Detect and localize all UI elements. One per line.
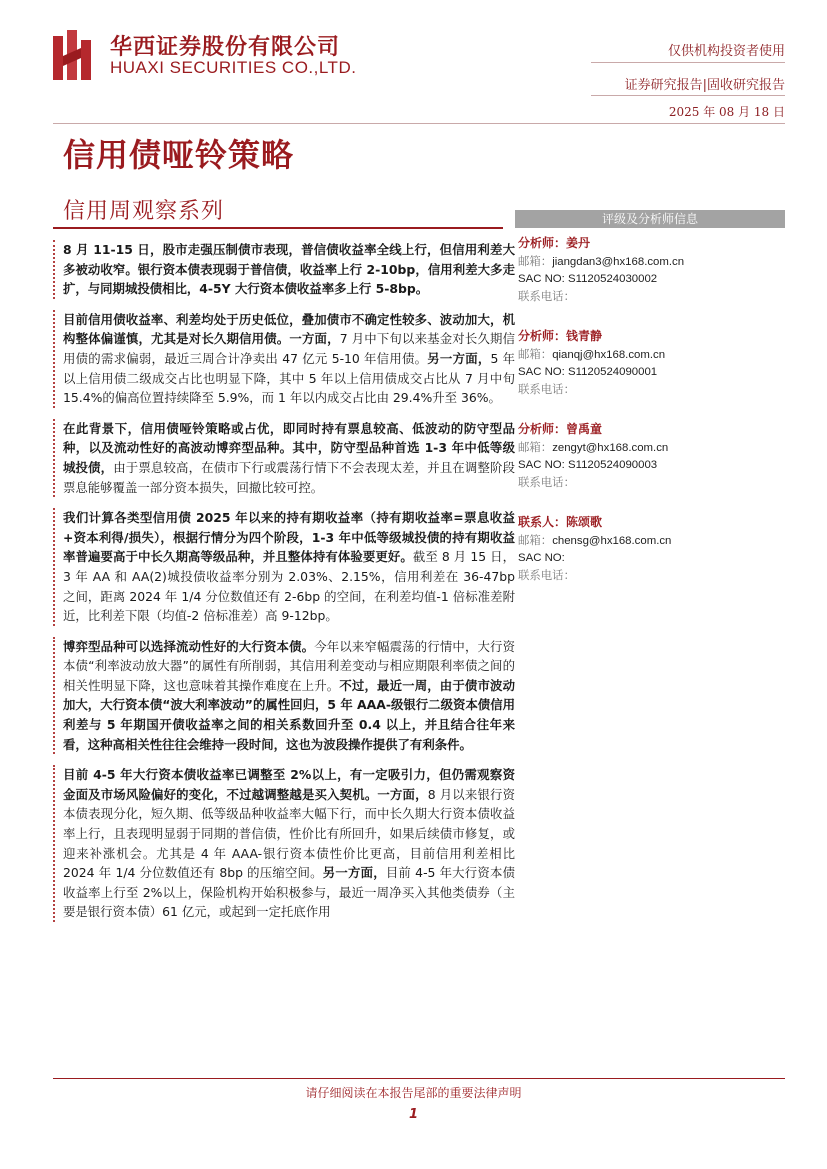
email-label: 邮箱： (518, 347, 553, 361)
analyst-name (518, 513, 785, 532)
analyst-phone-label: 联系电话： (518, 382, 575, 396)
analyst-phone-label: 联系电话： (518, 475, 575, 489)
analyst-sac: S1120524090003 (568, 459, 658, 471)
email-label: 邮箱： (518, 254, 553, 268)
series-title: 信用周观察系列 (63, 199, 225, 224)
analyst-phone-label: 联系电话： (518, 289, 575, 303)
emphasis-text: 在此背景下，信用债哑铃策略或占优，即同时持有票息较高、低波动的防守型品种，以及流动性好的高波动博弈型品种。其中，防守型品种首选 1-3 年中低等级城投债， (63, 420, 515, 475)
report-title: 信用债哑铃策略 (63, 136, 295, 174)
analyst-email-row (518, 532, 785, 550)
body-text: 由于票息较高，在债市下行或震荡行情下不会表现太差，并且在调整阶段票息能够覆盖一部分资本损失，回撤比较可控。 (63, 459, 516, 495)
analyst-name (518, 327, 785, 346)
emphasis-text: 目前 4-5 年大行资本债收益率已调整至 2%以上，有一定吸引力，但仍需观察资金面及市场风险偏好的变化，不过越调整越是买入契机。一方面， (63, 767, 515, 802)
analyst-email-row (518, 439, 785, 457)
analyst-sac: S1120524030002 (568, 273, 658, 285)
report-summary (63, 240, 515, 933)
analyst-name (518, 420, 785, 439)
email-label: 邮箱： (518, 533, 553, 547)
analyst-role: 分析师： (518, 236, 567, 250)
analyst-sac-row (518, 550, 785, 567)
analyst-email-row (518, 253, 785, 271)
company-name-en: HUAXI SECURITIES CO.,LTD. (110, 58, 357, 77)
analyst-phone-label: 联系电话： (518, 568, 575, 582)
analyst-name-text: 钱青静 (566, 329, 603, 343)
series-underline (53, 227, 503, 229)
report-type: 证券研究报告|固收研究报告 (624, 78, 785, 93)
analyst-sidebar (515, 210, 785, 606)
body-text: 今年以来窄幅震荡的行情中，大行资本债“利率波动放大器”的属性有所削弱，其信用利差变动与相应期限利率债之间的相关性明显下降，这也意味着其操作难度在上升。 (63, 638, 516, 693)
body-text: 目前 4-5 年大行资本债收益率上行至 2%以上，保险机构开始积极参与，最近一周净买入其他类债券（主要是银行资本债）61 亿元，或起到一定托底作用 (63, 865, 516, 920)
analyst-email-row (518, 346, 785, 364)
emphasis-text: 另一方面， (427, 350, 491, 366)
emphasis-text: 我们计算各类型信用债 2025 年以来的持有期收益率（持有期收益率=票息收益+资本利得/损失），根据行情分为四个阶段，1-3 年中低等级城投债的持有期收益率普遍要高于中长久期高等级品种，并且整体持有体验要更好。 (63, 510, 515, 565)
header-divider (591, 95, 785, 96)
email-label: 邮箱： (518, 440, 553, 454)
body-text: 5 年以上信用债二级成交占比也明显下降，其中 5 年以上信用债成交占比从 7 月中旬 15.4%的偏高位置持续降至 5.9%，而 1 年以内成交占比由 29.4%升至 36%。 (63, 350, 515, 406)
emphasis-text: 一方面， (289, 331, 340, 347)
emphasis-text: 8 月 11-15 日，股市走强压制债市表现，普信债收益率全线上行，但信用利差大多被动收窄。银行资本债表现弱于普信债，收益率上行 2-10bp，信用利差大多走扩，与同期城投债相比，4-5Y 大行资本债收益率多上行 5-8bp。 (63, 242, 515, 297)
analyst-list (515, 234, 785, 584)
body-paragraph (63, 765, 515, 922)
sac-label: SAC NO: (518, 366, 565, 378)
legal-disclaimer: 请仔细阅读在本报告尾部的重要法律声明 (305, 1086, 522, 1100)
audience-tag: 仅供机构投资者使用 (667, 44, 785, 59)
analyst-sac: S1120524090001 (568, 366, 658, 378)
date-divider (53, 123, 785, 124)
emphasis-text: 博弈型品种可以选择流动性好的大行资本债。 (63, 638, 315, 654)
sidebar-heading: 评级及分析师信息 (515, 210, 785, 228)
body-text: 8 月以来银行资本债表现分化，短久期、低等级品种收益率大幅下行，而中长久期大行资本债收益率上行，且表现明显弱于同期的普信债，性价比有所回升，如果后续债市修复，或迎来补涨机会。尤其是 4 年 AAA-银行资本债性价比更高，目前信用利差相比 2024 年 1/4 分位数值还有 8bp 的压缩空间。 (63, 786, 515, 881)
body-paragraph (63, 637, 515, 755)
analyst-name-text: 曾禹童 (566, 422, 603, 436)
body-text: 7 月中下旬以来基金对长久期信用债的需求偏弱，最近三周合计净卖出 47 亿元 5-10 年信用债。 (63, 331, 516, 366)
report-date: 2025 年 08 月 18 日 (668, 105, 785, 119)
analyst-name (518, 234, 785, 253)
body-paragraph (63, 240, 515, 299)
analyst-email[interactable]: jiangdan3@hx168.com.cn (552, 256, 685, 268)
analyst-role: 分析师： (518, 422, 567, 436)
analyst-email[interactable]: zengyt@hx168.com.cn (552, 442, 669, 454)
sac-label: SAC NO: (518, 273, 565, 285)
analyst-email[interactable]: chensg@hx168.com.cn (552, 535, 672, 547)
analyst-name-text: 姜丹 (566, 236, 591, 250)
analyst-card (515, 420, 785, 491)
emphasis-text: 另一方面， (322, 865, 386, 881)
emphasis-text: 目前信用债收益率、利差均处于历史低位，叠加债市不确定性较多、波动加大，机构整体偏谨慎，尤其是对长久期信用债。 (63, 311, 515, 347)
body-text: 截至 8 月 15 日，3 年 AA 和 AA(2)城投债收益率分别为 2.03%、2.15%，信用利差在 36-47bp 之间，距离 2024 年 1/4 分位数值还有 2-6bp 的空间，在利差均值-1 倍标准差附近，比利差下限（均值-2 倍标准差）高 9-12bp。 (63, 549, 516, 624)
header-divider (591, 62, 785, 63)
analyst-card (515, 513, 785, 584)
analyst-sac-row (518, 457, 785, 474)
analyst-sac-row (518, 364, 785, 381)
sac-label: SAC NO: (518, 459, 565, 471)
company-name-cn: 华西证券股份有限公司 (110, 35, 341, 60)
body-paragraph (63, 508, 515, 626)
analyst-role: 联系人： (518, 515, 567, 529)
page-number: 1 (408, 1107, 419, 1122)
analyst-sac-row (518, 271, 785, 288)
analyst-name-text: 陈颂歌 (566, 515, 603, 529)
body-paragraph (63, 310, 515, 408)
analyst-email[interactable]: qianqj@hx168.com.cn (552, 349, 666, 361)
footer-divider (53, 1078, 785, 1079)
body-paragraph (63, 419, 515, 497)
emphasis-text: 不过，最近一周，由于债市波动加大，大行资本债“波大利率波动”的属性回归，5 年 AAA-级银行二级资本债信用利差与 5 年期国开债收益率之间的相关系数回升至 0.4 以上，并且结合往年来看，这种高相关性往往会维持一段时间，这也为波段操作提供了有利条件。 (63, 677, 516, 752)
huaxi-logo-icon (53, 30, 99, 80)
sac-label: SAC NO: (518, 552, 565, 564)
analyst-card (515, 234, 785, 305)
analyst-card (515, 327, 785, 398)
analyst-role: 分析师： (518, 329, 567, 343)
